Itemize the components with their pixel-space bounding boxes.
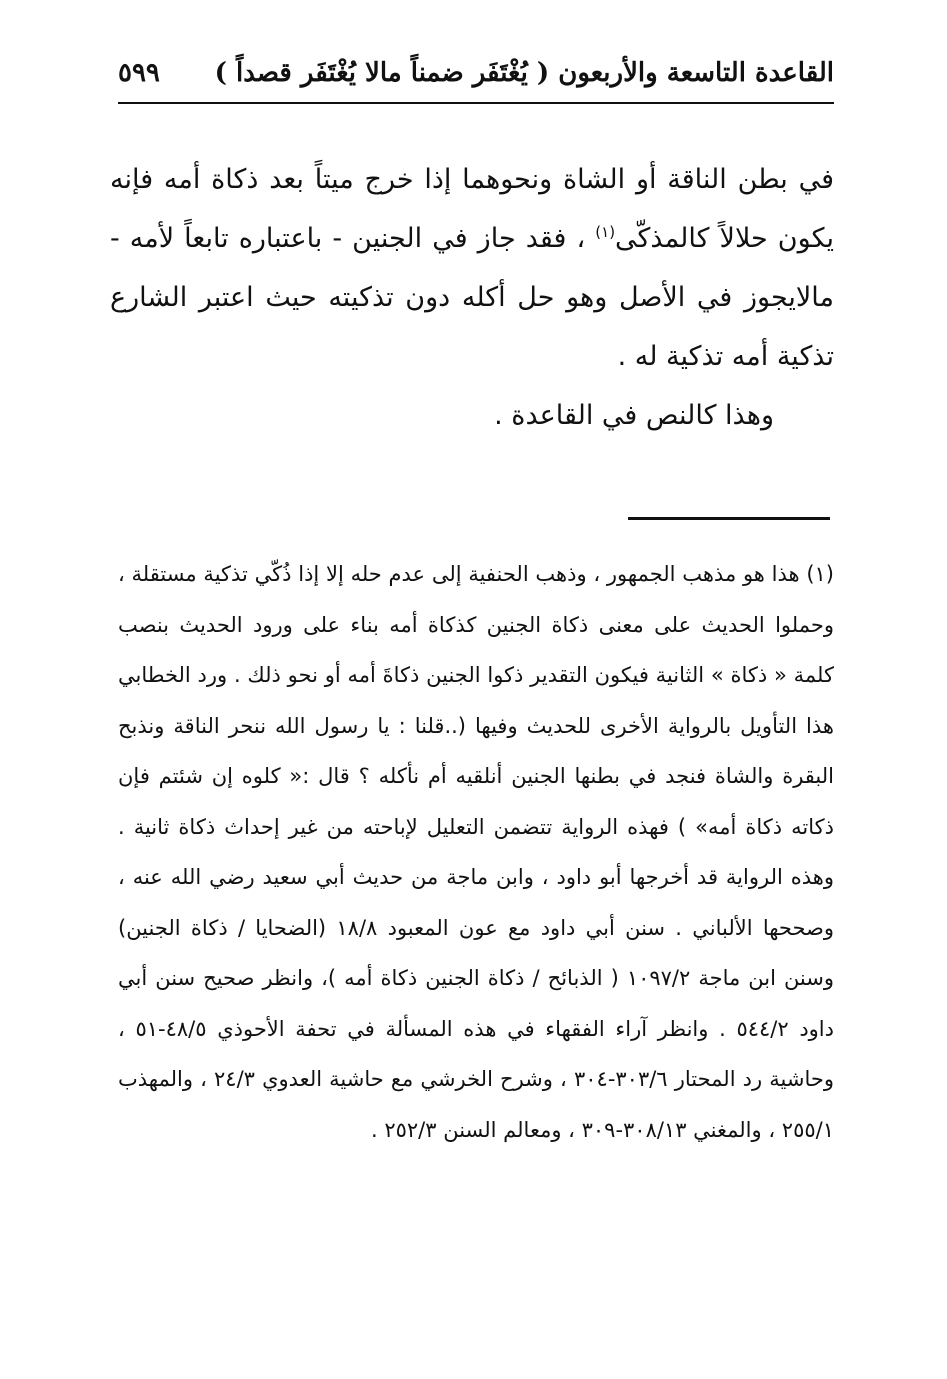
footnote-separator xyxy=(628,517,830,520)
footnote-reference: (١) xyxy=(595,223,616,241)
running-header xyxy=(118,52,834,96)
footnote-text: (١) هذا هو مذهب الجمهور ، وذهب الحنفية إلى عدم حله إلا إذا ذُكّي تذكية مستقلة ، وحملوا الحديث على معنى ذكاة الجنين كذكاة أمه بناء على ورود الحديث بنصب كلمة « ذكاة » الثانية فيكون التقدير ذكوا الجنين ذكاةَ أمه أو نحو ذلك . ورد الخطابي هذا التأويل بالرواية الأخرى للحديث وفيها (..قلنا : يا رسول الله ننحر الناقة ونذبح البقرة والشاة فنجد في بطنها الجنين أنلقيه أم نأكله ؟ قال :« كلوه إن شئتم فإن ذكاته ذكاة أمه» ) فهذه الرواية تتضمن التعليل لإباحته من غير إحداث ذكاة ثانية . وهذه الرواية قد أخرجها أبو داود ، وابن ماجة من حديث أبي سعيد رضي الله عنه ، وصححها الألباني . سنن أبي داود مع عون المعبود ١٨/٨ (الضحايا / ذكاة الجنين) وسنن ابن ماجة ١٠٩٧/٢ ( الذبائح / ذكاة الجنين ذكاة أمه )، وانظر صحيح سنن أبي داود ٥٤٤/٢ . وانظر آراء الفقهاء في هذه المسألة في تحفة الأحوذي ٤٨/٥-٥١ ، وحاشية رد المحتار ٣٠٣/٦-٣٠٤ ، وشرح الخرشي مع حاشية العدوي ٢٤/٣ ، والمهذب ٢٥٥/١ ، والمغني ٣٠٨/١٣-٣٠٩ ، ومعالم السنن ٢٥٢/٣ . xyxy=(118,562,835,1142)
chapter-title: القاعدة التاسعة والأربعون ( يُغْتَفَر ضمناً مالا يُغْتَفَر قصداً ) xyxy=(214,58,834,88)
main-text xyxy=(110,150,834,445)
body-paragraph xyxy=(110,150,834,386)
header-divider xyxy=(118,102,834,104)
footnote xyxy=(118,549,834,1155)
paragraph-text: في بطن الناقة أو الشاة ونحوهما إذا خرج ميتاً بعد ذكاة أمه فإنه يكون حلالاً كالمذكّى xyxy=(110,164,835,254)
body-paragraph-2: وهذا كالنص في القاعدة . xyxy=(494,400,774,431)
page-number: ٥٩٩ xyxy=(118,58,160,88)
paragraph-text-continued: ، فقد جاز في الجنين - باعتباره تابعاً لأمه - مالايجوز في الأصل وهو حل أكله دون تذكيته حيث اعتبر الشارع تذكية أمه تذكية له . xyxy=(110,223,834,372)
